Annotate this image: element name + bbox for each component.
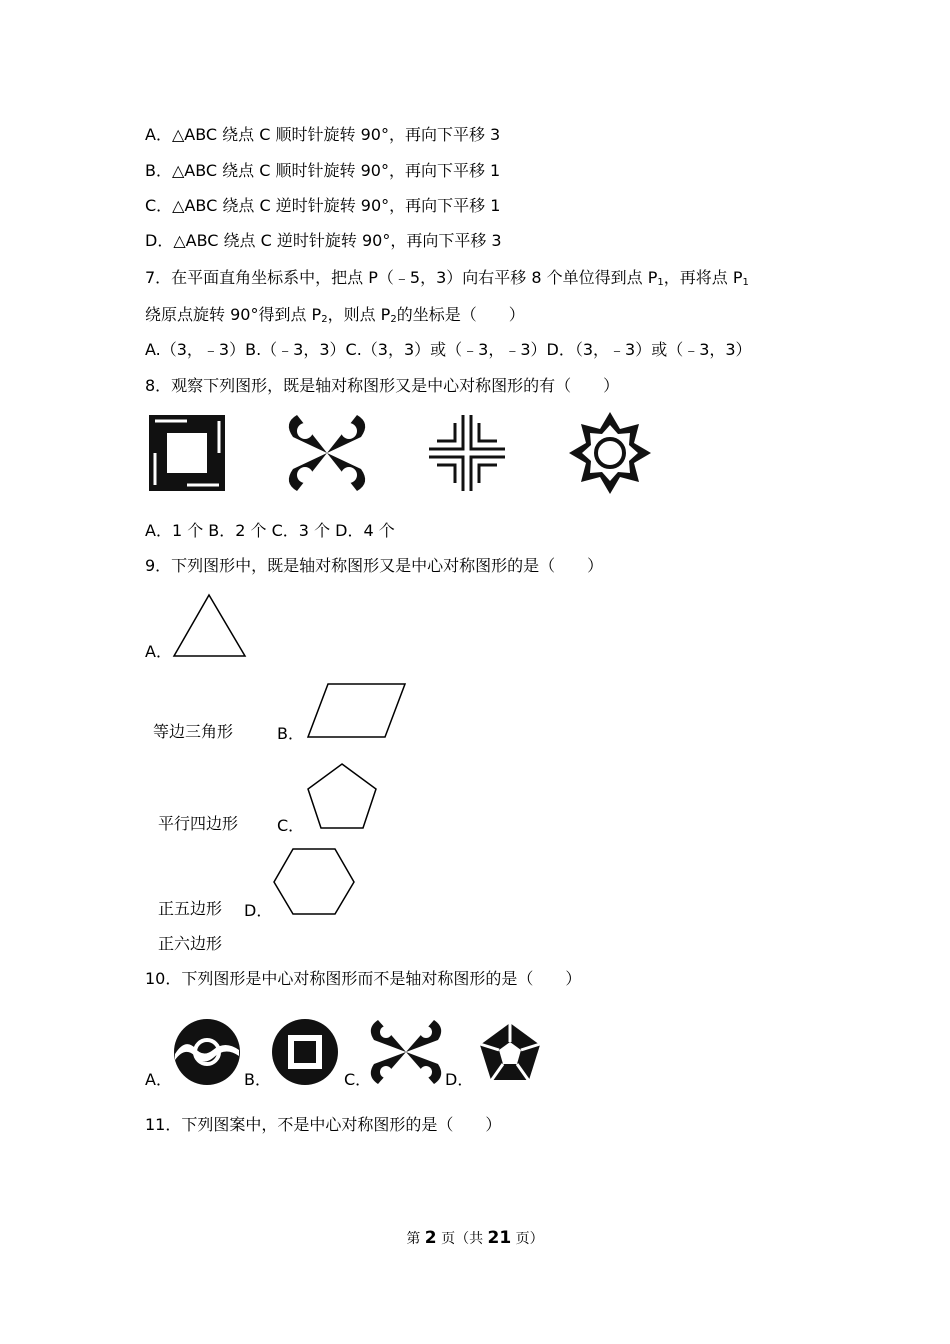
regular-hexagon-figure bbox=[271, 847, 357, 917]
q10-option-a-label: A． bbox=[145, 1070, 172, 1089]
q9-question: 9．下列图形中，既是轴对称图形又是中心对称图形的是（ ） bbox=[145, 556, 604, 575]
q8-figures bbox=[145, 410, 655, 496]
page-number: 2 bbox=[424, 1228, 437, 1248]
four-leaf-figure bbox=[289, 415, 365, 491]
q7-question-line1: 7．在平面直角坐标系中，把点 P（﹣5，3）向右平移 8 个单位得到点 $P_1$，再将点 $P_1$ bbox=[145, 268, 749, 288]
q9-caption-b: 平行四边形 bbox=[158, 814, 239, 833]
q6-option-d: D．△ABC 绕点 C 逆时针旋转 90°，再向下平移 3 bbox=[145, 231, 502, 250]
q10-option-b-label: B． bbox=[244, 1070, 271, 1089]
q6-option-c: C．△ABC 绕点 C 逆时针旋转 90°，再向下平移 1 bbox=[145, 196, 501, 215]
equilateral-triangle-figure bbox=[172, 592, 248, 660]
coin-square-hole-figure bbox=[271, 1018, 339, 1086]
q9-option-c-label: C． bbox=[277, 816, 305, 835]
q9-option-b-label: B． bbox=[277, 724, 304, 743]
parallelogram-figure bbox=[306, 682, 408, 740]
q9-option-d-label: D． bbox=[244, 901, 273, 920]
star-flower-figure bbox=[569, 412, 651, 494]
q9-option-a-label: A． bbox=[145, 642, 172, 661]
cross-lines-figure bbox=[429, 415, 505, 491]
total-pages: 21 bbox=[487, 1228, 512, 1248]
q7-question-line2: 绕原点旋转 90°得到点 $P_2$，则点 $P_2$的坐标是（ ） bbox=[145, 305, 525, 325]
page-footer: 第 2 页（共 21 页） bbox=[406, 1228, 544, 1248]
yin-yang-ring-figure bbox=[173, 1018, 241, 1086]
q6-option-a: A．△ABC 绕点 C 顺时针旋转 90°，再向下平移 3 bbox=[145, 125, 501, 144]
regular-pentagon-outline bbox=[306, 762, 380, 832]
q10-option-c-label: C． bbox=[344, 1070, 372, 1089]
pentagon-petals-figure bbox=[475, 1020, 545, 1086]
pinwheel-leaf-figure bbox=[369, 1018, 443, 1086]
square-logo-figure bbox=[149, 415, 225, 491]
q8-options: A．1 个 B．2 个 C．3 个 D．4 个 bbox=[145, 521, 395, 540]
q8-question: 8．观察下列图形，既是轴对称图形又是中心对称图形的有（ ） bbox=[145, 376, 620, 395]
q9-caption-a: 等边三角形 bbox=[153, 722, 234, 741]
q6-option-b: B．△ABC 绕点 C 顺时针旋转 90°，再向下平移 1 bbox=[145, 161, 501, 180]
q7-options: A.（3，﹣3）B.（﹣3，3）C.（3，3）或（﹣3，﹣3）D．（3，﹣3）或（﹣3，3） bbox=[145, 340, 752, 359]
q11-question: 11．下列图案中，不是中心对称图形的是（ ） bbox=[145, 1115, 502, 1134]
q10-question: 10．下列图形是中心对称图形而不是轴对称图形的是（ ） bbox=[145, 969, 582, 988]
q10-option-d-label: D． bbox=[445, 1070, 474, 1089]
q9-caption-d: 正六边形 bbox=[158, 934, 223, 953]
q9-caption-c: 正五边形 bbox=[158, 899, 223, 918]
